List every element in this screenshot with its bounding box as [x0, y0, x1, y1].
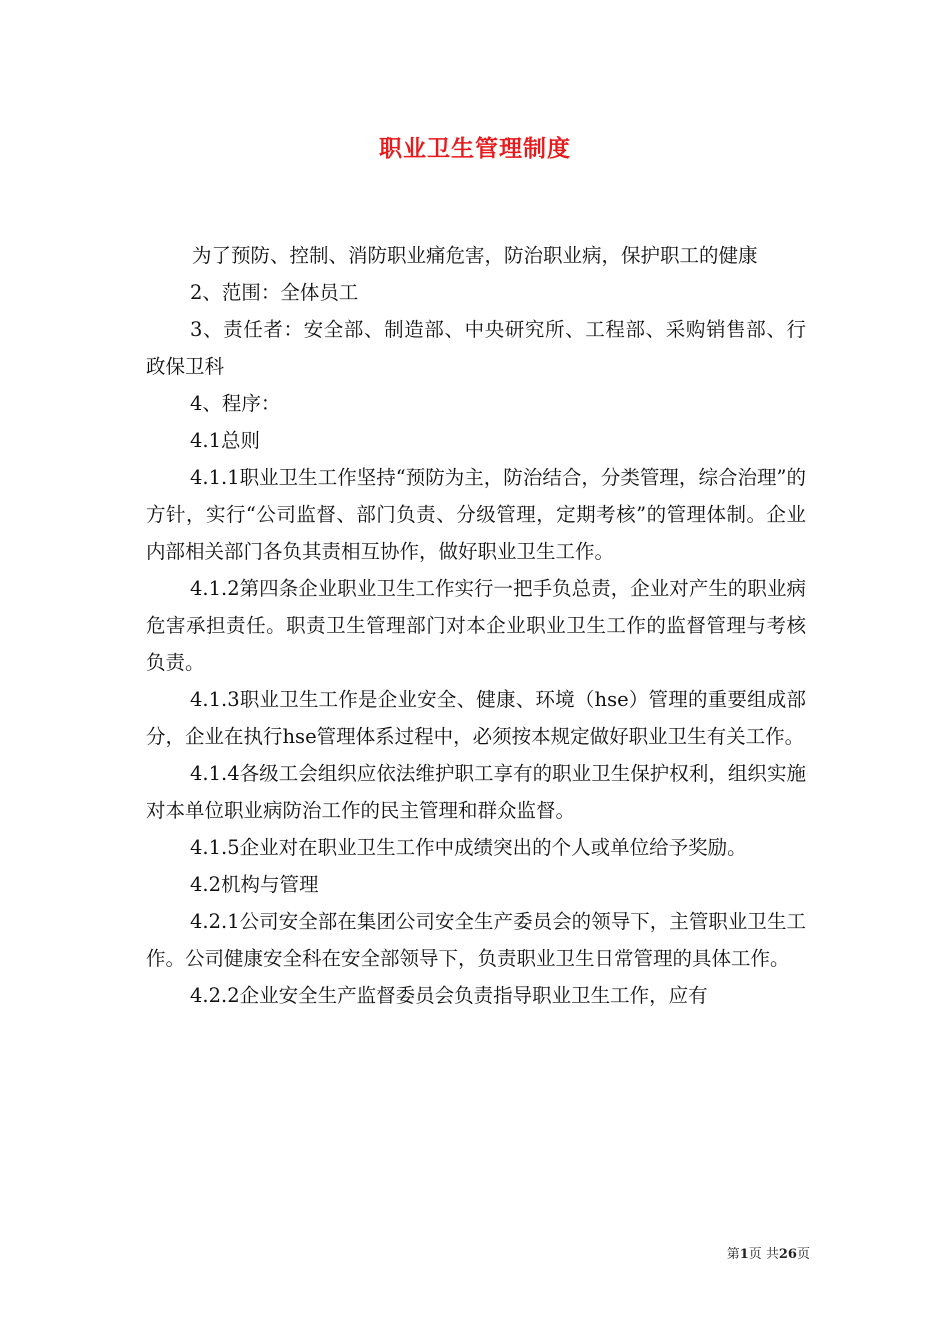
paragraph-purpose: 为了预防、控制、消防职业痛危害，防治职业病，保护职工的健康 — [192, 244, 758, 267]
page-footer — [700, 1246, 810, 1264]
document-body — [146, 237, 806, 1014]
paragraph-procedure-heading: 4、程序： — [190, 392, 281, 415]
paragraph-responsible: 3、责任者：安全部、制造部、中央研究所、工程部、采购销售部、行政保卫科 — [146, 318, 806, 378]
footer-suffix: 页 — [796, 1247, 810, 1262]
paragraph-4-1-2: 4.1.2第四条企业职业卫生工作实行一把手负总责，企业对产生的职业病危害承担责任。职责卫生管理部门对本企业职业卫生工作的监督管理与考核负责。 — [146, 577, 806, 674]
footer-middle: 页 共 — [748, 1247, 779, 1262]
paragraph-4-2-1: 4.2.1公司安全部在集团公司安全生产委员会的领导下，主管职业卫生工作。公司健康安全科在安全部领导下，负责职业卫生日常管理的具体工作。 — [146, 910, 806, 970]
footer-prefix: 第 — [726, 1247, 740, 1262]
paragraph-4-1-5: 4.1.5企业对在职业卫生工作中成绩突出的个人或单位给予奖励。 — [190, 836, 747, 859]
paragraph-4-1-1: 4.1.1职业卫生工作坚持“预防为主，防治结合，分类管理，综合治理”的方针，实行“公司监督、部门负责、分级管理，定期考核”的管理体制。企业内部相关部门各负其责相互协作，做好职业卫生工作。 — [146, 466, 806, 563]
paragraph-4-2-2: 4.2.2企业安全生产监督委员会负责指导职业卫生工作，应有 — [190, 984, 708, 1007]
paragraph-4-1-4: 4.1.4各级工会组织应依法维护职工享有的职业卫生保护权利，组织实施对本单位职业病防治工作的民主管理和群众监督。 — [146, 762, 806, 822]
document-title: 职业卫生管理制度 — [379, 135, 571, 162]
footer-current-page: 1 — [739, 1247, 749, 1262]
section-heading-4-1: 4.1总则 — [190, 429, 261, 452]
paragraph-scope: 2、范围：全体员工 — [190, 281, 359, 304]
section-heading-4-2: 4.2机构与管理 — [190, 873, 319, 896]
paragraph-4-1-3: 4.1.3职业卫生工作是企业安全、健康、环境（hse）管理的重要组成部分，企业在执行hse管理体系过程中，必须按本规定做好职业卫生有关工作。 — [146, 688, 806, 748]
footer-total-pages: 26 — [778, 1247, 797, 1262]
